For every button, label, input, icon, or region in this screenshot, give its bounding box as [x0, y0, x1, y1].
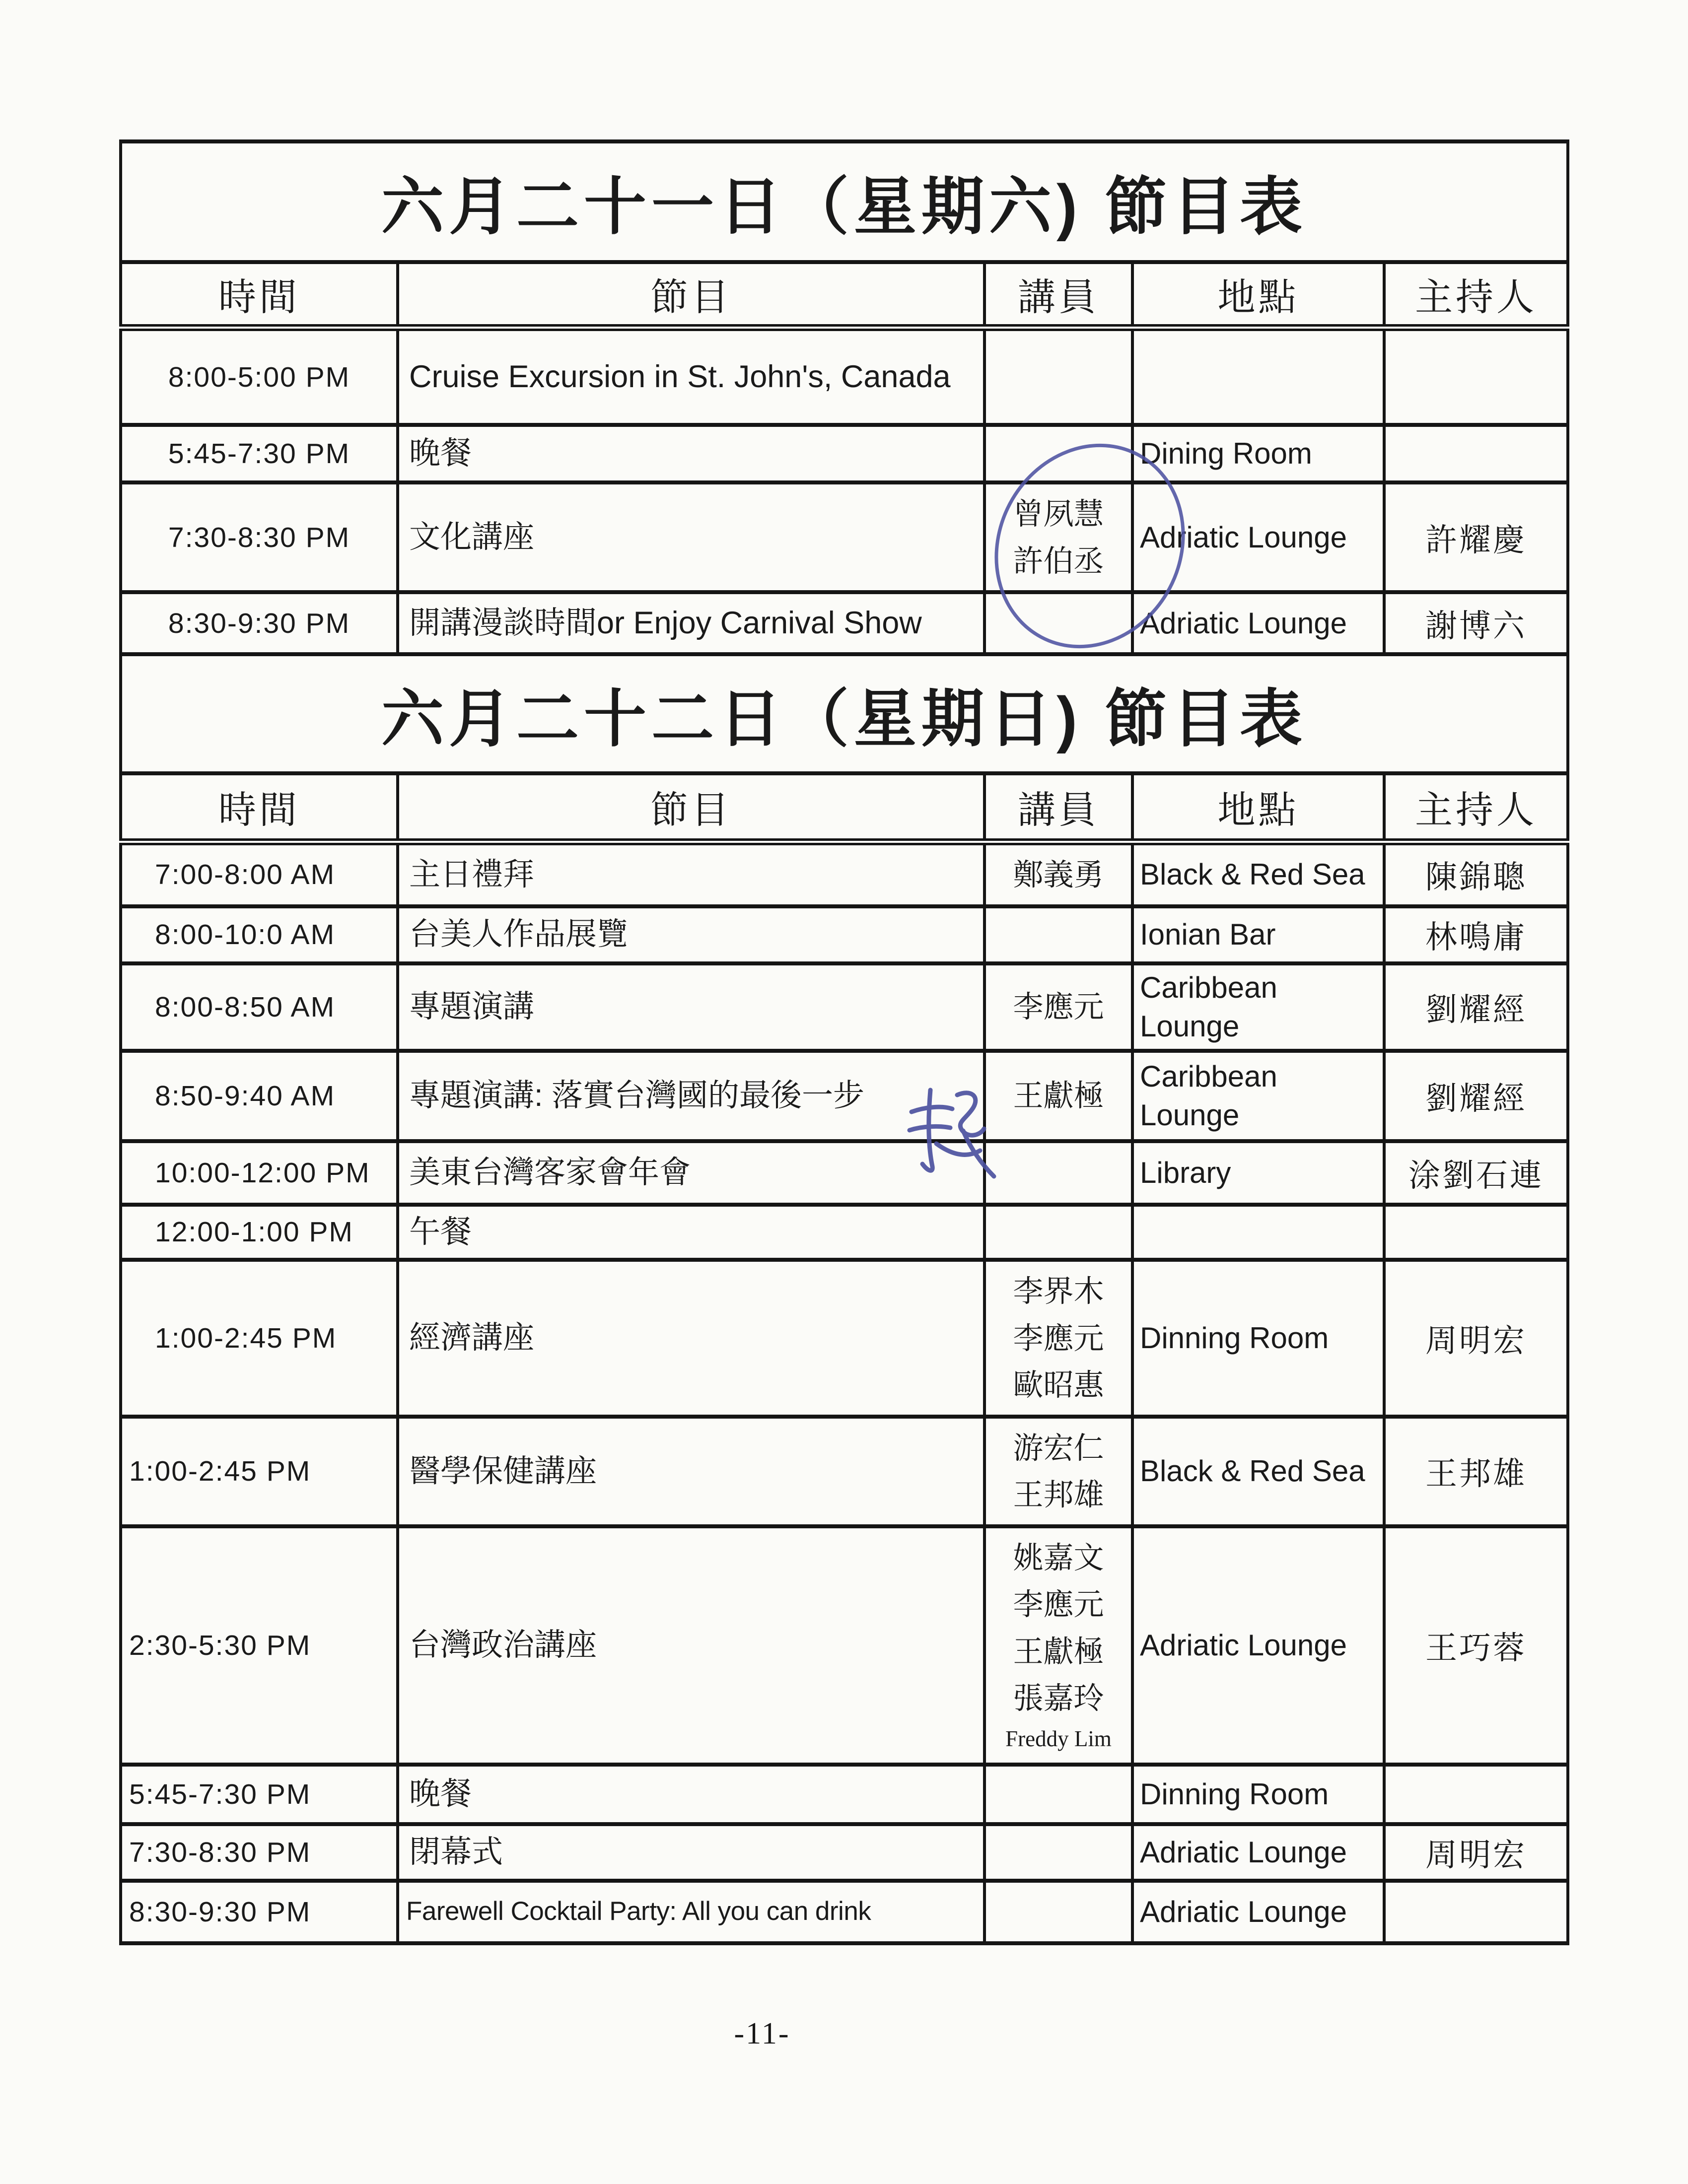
column-header-host: 主持人 [1384, 262, 1568, 328]
program-cell: 台美人作品展覽 [398, 906, 985, 963]
location-cell: Caribbean Lounge [1132, 1051, 1384, 1141]
host-cell [1384, 1765, 1568, 1824]
speaker-name: 歐昭惠 [1013, 1368, 1104, 1402]
column-header-host: 主持人 [1384, 773, 1568, 842]
schedule-row [121, 1824, 1568, 1881]
header-row [121, 773, 1568, 842]
program-cell: 台灣政治講座 [398, 1526, 985, 1765]
speakers-cell [985, 1881, 1132, 1943]
speakers-cell [985, 1417, 1132, 1526]
time-cell: 8:00-5:00 PM [121, 328, 398, 425]
column-header-time: 時間 [121, 773, 398, 842]
host-cell [1384, 1205, 1568, 1260]
column-header-program: 節目 [398, 262, 985, 328]
location-cell: Library [1132, 1141, 1384, 1205]
location-cell: Ionian Bar [1132, 906, 1384, 963]
schedule-row [121, 592, 1568, 654]
program-cell: 午餐 [398, 1205, 985, 1260]
speaker-name: 游宏仁 [1013, 1431, 1104, 1465]
time-cell: 1:00-2:45 PM [121, 1260, 398, 1417]
schedule-row [121, 1260, 1568, 1417]
time-cell: 8:30-9:30 PM [121, 1881, 398, 1943]
program-cell: Farewell Cocktail Party: All you can drink [398, 1881, 985, 1943]
speakers-cell [985, 1141, 1132, 1205]
speakers-cell [985, 1824, 1132, 1881]
schedule-row [121, 425, 1568, 482]
host-cell: 周明宏 [1384, 1260, 1568, 1417]
program-cell: 專題演講 [398, 963, 985, 1051]
table-title-june-22: 六月二十二日（星期日) 節目表 [121, 654, 1568, 773]
time-cell: 1:00-2:45 PM [121, 1417, 398, 1526]
time-cell: 10:00-12:00 PM [121, 1141, 398, 1205]
host-cell [1384, 425, 1568, 482]
column-header-speaker: 講員 [985, 773, 1132, 842]
host-cell: 王邦雄 [1384, 1417, 1568, 1526]
schedule-row [121, 328, 1568, 425]
program-cell: 晚餐 [398, 1765, 985, 1824]
time-cell: 2:30-5:30 PM [121, 1526, 398, 1765]
schedule-row [121, 963, 1568, 1051]
speaker-name: 姚嘉文 [1013, 1540, 1104, 1574]
speakers-cell [985, 425, 1132, 482]
location-cell: Adriatic Lounge [1132, 1824, 1384, 1881]
speaker-name: 鄭義勇 [1013, 858, 1104, 892]
location-cell: Dinning Room [1132, 1765, 1384, 1824]
speaker-name: 王獻極 [1013, 1079, 1104, 1113]
speakers-cell [985, 482, 1132, 592]
speaker-name: 李應元 [1013, 990, 1104, 1024]
column-header-time: 時間 [121, 262, 398, 328]
column-header-location: 地點 [1132, 773, 1384, 842]
host-cell [1384, 1881, 1568, 1943]
speakers-cell [985, 1051, 1132, 1141]
program-cell: 經濟講座 [398, 1260, 985, 1417]
program-cell: 閉幕式 [398, 1824, 985, 1881]
host-cell: 周明宏 [1384, 1824, 1568, 1881]
host-cell: 涂劉石連 [1384, 1141, 1568, 1205]
host-cell: 林鳴庸 [1384, 906, 1568, 963]
speaker-name: 許伯丞 [1013, 544, 1104, 578]
speakers-cell [985, 906, 1132, 963]
program-cell: 美東台灣客家會年會 [398, 1141, 985, 1205]
page-number: -11- [734, 2017, 790, 2050]
schedule-row [121, 842, 1568, 906]
speaker-name: 張嘉玲 [1013, 1681, 1104, 1715]
program-cell: 開講漫談時間or Enjoy Carnival Show [398, 592, 985, 654]
speakers-cell [985, 1260, 1132, 1417]
table-title-june-21: 六月二十一日（星期六) 節目表 [121, 141, 1568, 262]
column-header-speaker: 講員 [985, 262, 1132, 328]
schedule-row [121, 1051, 1568, 1141]
speakers-cell [985, 1526, 1132, 1765]
location-cell: Adriatic Lounge [1132, 592, 1384, 654]
time-cell: 5:45-7:30 PM [121, 1765, 398, 1824]
host-cell: 劉耀經 [1384, 1051, 1568, 1141]
speaker-name: 王獻極 [1013, 1634, 1104, 1668]
location-cell: Adriatic Lounge [1132, 1526, 1384, 1765]
program-cell: 專題演講: 落實台灣國的最後一步 [398, 1051, 985, 1141]
host-cell: 王巧蓉 [1384, 1526, 1568, 1765]
location-cell: Dinning Room [1132, 1260, 1384, 1417]
time-cell: 7:30-8:30 PM [121, 1824, 398, 1881]
time-cell: 7:30-8:30 PM [121, 482, 398, 592]
header-row [121, 262, 1568, 328]
time-cell: 8:50-9:40 AM [121, 1051, 398, 1141]
schedule-row [121, 1417, 1568, 1526]
speaker-name: Freddy Lim [1005, 1726, 1112, 1751]
host-cell: 陳錦聰 [1384, 842, 1568, 906]
column-header-location: 地點 [1132, 262, 1384, 328]
program-cell: 文化講座 [398, 482, 985, 592]
time-cell: 7:00-8:00 AM [121, 842, 398, 906]
host-cell: 劉耀經 [1384, 963, 1568, 1051]
location-cell: Caribbean Lounge [1132, 963, 1384, 1051]
speaker-name: 李應元 [1013, 1321, 1104, 1355]
schedule-row [121, 1205, 1568, 1260]
schedule-row [121, 1526, 1568, 1765]
speakers-cell [985, 963, 1132, 1051]
time-cell: 5:45-7:30 PM [121, 425, 398, 482]
speakers-cell [985, 1205, 1132, 1260]
location-cell: Adriatic Lounge [1132, 482, 1384, 592]
speakers-cell [985, 842, 1132, 906]
schedule-row [121, 1765, 1568, 1824]
location-cell: Black & Red Sea [1132, 842, 1384, 906]
host-cell: 謝博六 [1384, 592, 1568, 654]
table-title-row [121, 654, 1568, 773]
speakers-cell [985, 592, 1132, 654]
location-cell: Black & Red Sea [1132, 1417, 1384, 1526]
time-cell: 12:00-1:00 PM [121, 1205, 398, 1260]
speakers-cell [985, 1765, 1132, 1824]
host-cell: 許耀慶 [1384, 482, 1568, 592]
time-cell: 8:00-8:50 AM [121, 963, 398, 1051]
speaker-name: 王邦雄 [1013, 1478, 1104, 1512]
speaker-name: 李應元 [1013, 1587, 1104, 1622]
program-schedule-table [119, 139, 1569, 1945]
schedule-row [121, 482, 1568, 592]
program-cell: 醫學保健講座 [398, 1417, 985, 1526]
location-cell: Adriatic Lounge [1132, 1881, 1384, 1943]
speaker-name: 李界木 [1013, 1274, 1104, 1308]
schedule-row [121, 906, 1568, 963]
location-cell [1132, 328, 1384, 425]
table-title-row [121, 141, 1568, 262]
program-cell: 晚餐 [398, 425, 985, 482]
host-cell [1384, 328, 1568, 425]
schedule-row [121, 1881, 1568, 1943]
location-cell: Dining Room [1132, 425, 1384, 482]
location-cell [1132, 1205, 1384, 1260]
program-cell: 主日禮拜 [398, 842, 985, 906]
time-cell: 8:30-9:30 PM [121, 592, 398, 654]
time-cell: 8:00-10:0 AM [121, 906, 398, 963]
speaker-name: 曾夙慧 [1013, 497, 1104, 531]
program-cell: Cruise Excursion in St. John's, Canada [398, 328, 985, 425]
schedule-row [121, 1141, 1568, 1205]
speakers-cell [985, 328, 1132, 425]
column-header-program: 節目 [398, 773, 985, 842]
